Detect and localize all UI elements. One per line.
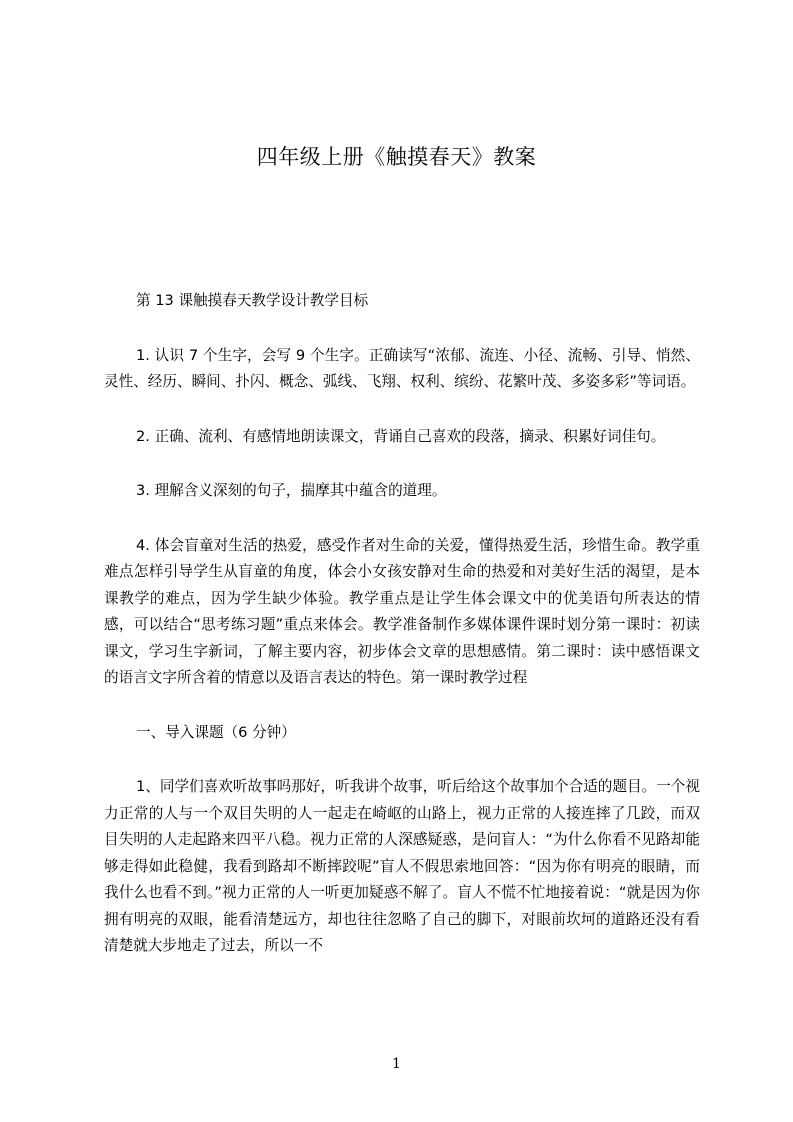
paragraph-section-heading: 一、导入课题（6 分钟） [136,723,296,741]
paragraph-lesson-heading: 第 13 课触摸春天教学设计教学目标 [136,292,369,309]
page-number: 1 [392,1056,401,1072]
paragraph-goal-2: 2. 正确、流利、有感情地朗读课文，背诵自己喜欢的段落，摘录、积累好词佳句。 [136,427,666,445]
paragraph-goal-4: 4. 体会盲童对生活的热爱，感受作者对生命的关爱，懂得热爱生活，珍惜生命。教学重难点怎样引导学生从盲童的角度，体会小女孩安静对生命的热爱和对美好生活的渴望，是本课教学的难点，因为学生缺少体验。教学重点是让学生体会课文中的优美语句所表达的情感，可以结合“思考练习题”重点来体会。教学准备制作多媒体课件课时划分第一课时：初读课文，学习生字新词，了解主要内容，初步体会文章的思想感情。第二课时：读中感悟课文的语言文字所含着的情意以及语言表达的特色。第一课时教学过程 [104,536,700,686]
paragraph-goal-1: 1. 认识 7 个生字，会写 9 个生字。正确读写“浓郁、流连、小径、流畅、引导、悄然、灵性、经历、瞬间、扑闪、概念、弧线、飞翔、权利、缤纷、花繁叶茂、多姿多彩”等词语。 [104,346,700,390]
paragraph-story: 1、同学们喜欢听故事吗那好，听我讲个故事，听后给这个故事加个合适的题目。一个视力正常的人与一个双目失明的人一起走在崎岖的山路上，视力正常的人接连摔了几跤，而双目失明的人走起路来四平八稳。视力正常的人深感疑惑，是问盲人：“为什么你看不见路却能够走得如此稳健，我看到路却不断摔跤呢”盲人不假思索地回答：“因为你有明亮的眼睛，而我什么也看不到。”视力正常的人一听更加疑惑不解了。盲人不慌不忙地接着说：“就是因为你拥有明亮的双眼，能看清楚远方，却也往往忽略了自己的脚下，对眼前坎坷的道路还没有看清楚就大步地走了过去，所以一不 [104,778,700,954]
document-body [104,288,700,988]
paragraph-goal-3: 3. 理解含义深刻的句子，揣摩其中蕴含的道理。 [136,482,447,499]
document-title: 四年级上册《触摸春天》教案 [256,145,537,169]
